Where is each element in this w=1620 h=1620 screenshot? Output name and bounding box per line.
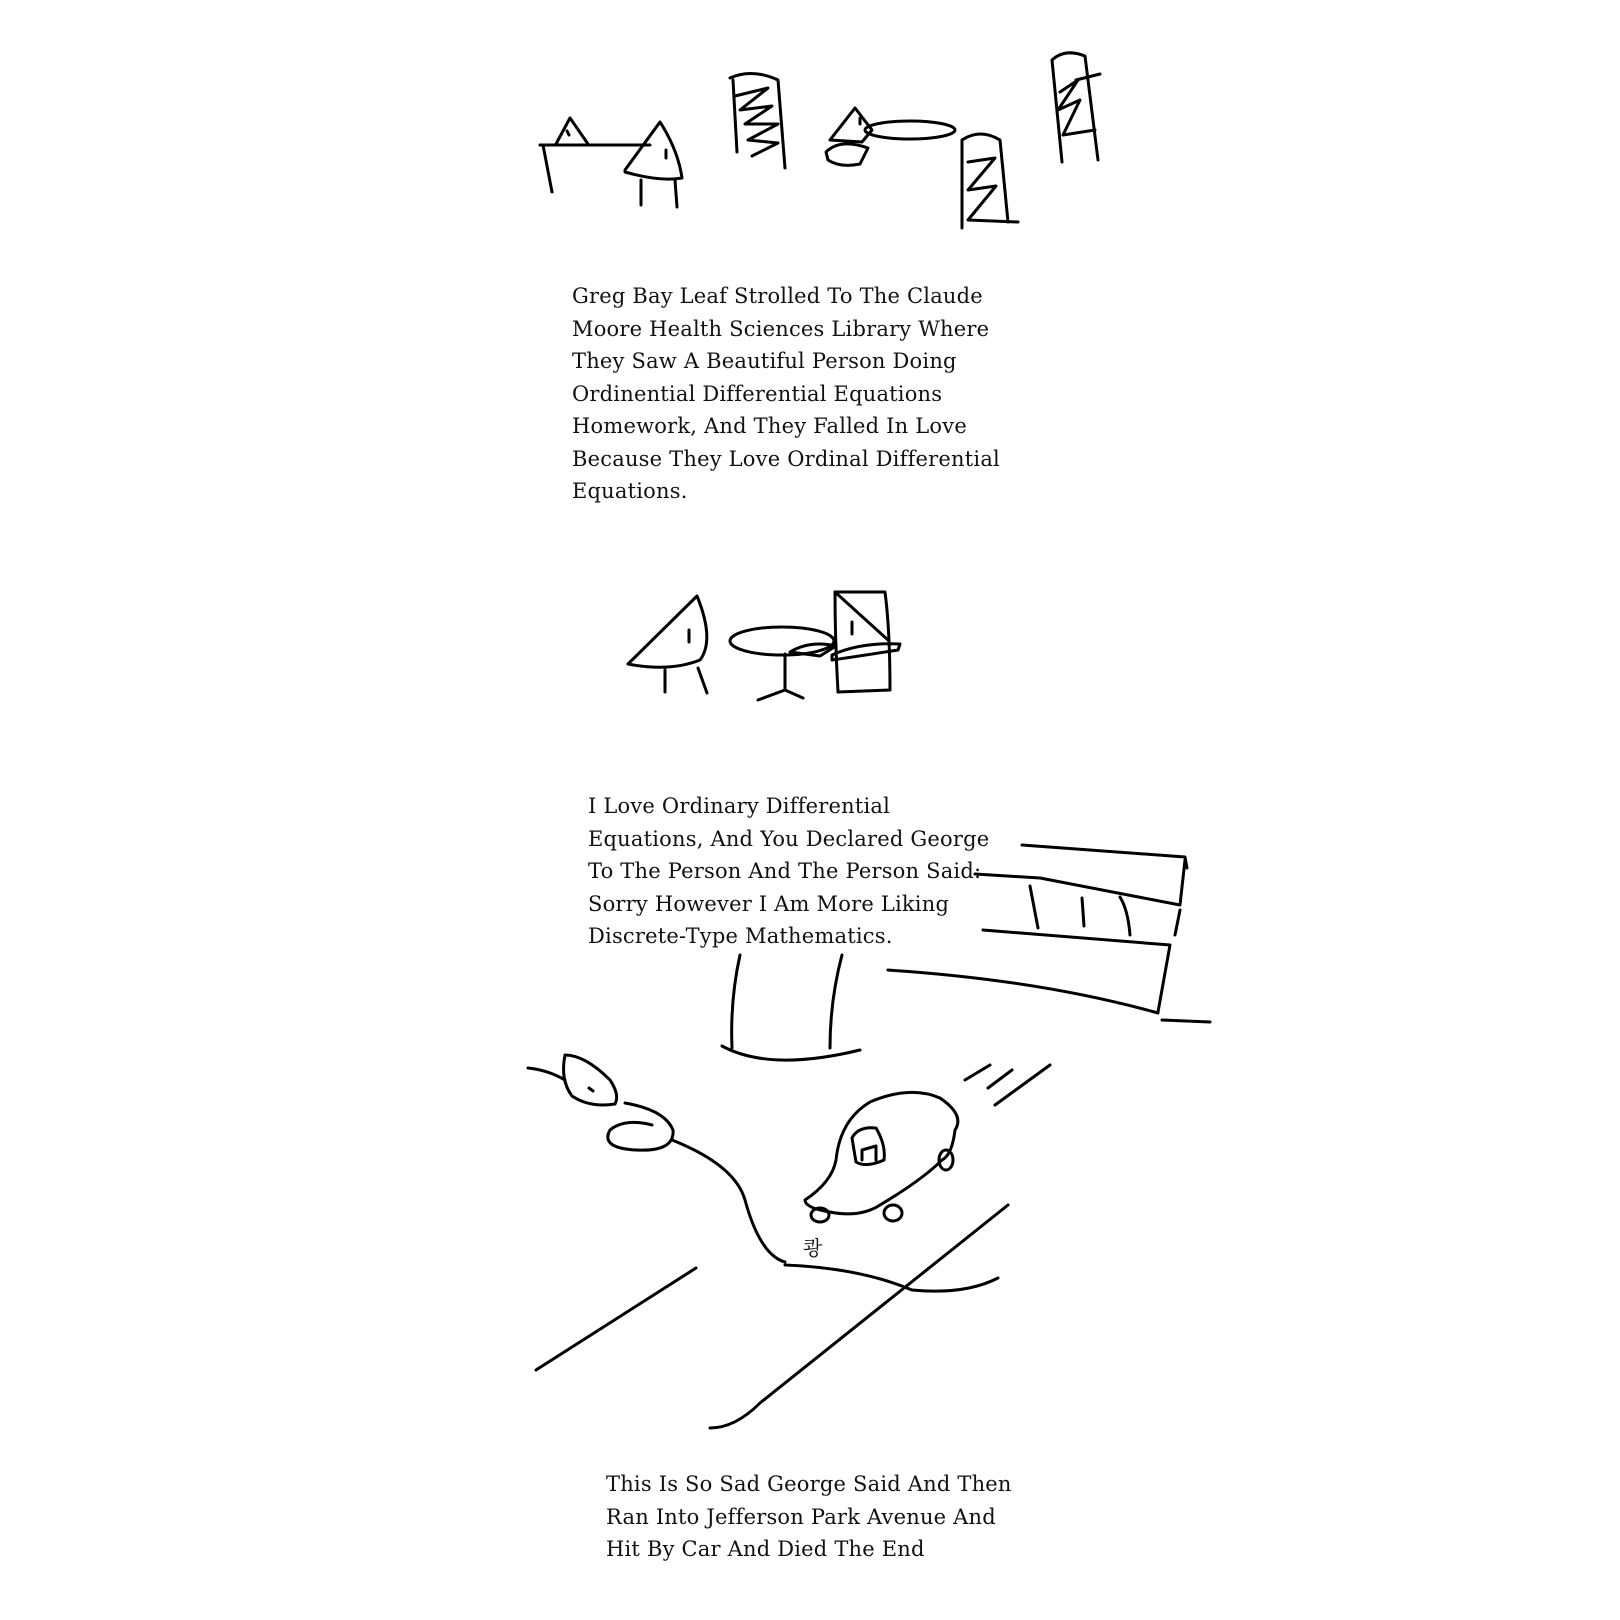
bookshelf-3	[1052, 53, 1100, 162]
desk-with-figure	[540, 118, 650, 192]
tree	[722, 955, 860, 1060]
bookshelf-1	[730, 73, 785, 168]
panel-1-drawing	[540, 53, 1100, 228]
table	[730, 627, 836, 700]
george-running	[528, 1055, 785, 1262]
bookshelf-2	[962, 134, 1018, 228]
crash-sound-effect: 쾅	[803, 1236, 823, 1260]
car	[805, 1065, 1050, 1222]
panel-3-caption: This Is So Sad George Said And Then Ran Into Jefferson Park Avenue And Hit By Car And Died The End	[606, 1472, 1012, 1561]
panel-1-caption: Greg Bay Leaf Strolled To The Claude Moore Health Sciences Library Where They Saw A Beautiful Person Doing Ordinential Differential Equations Homework, And They Falled In Love Because They Love Ordinal Differential Equations.	[572, 284, 1000, 503]
person-with-book	[826, 108, 955, 165]
person-figure-2	[832, 592, 900, 692]
george-figure-2	[628, 596, 707, 693]
panel-2-caption: I Love Ordinary Differential Equations, And You Declared George To The Person And The Person Said: Sorry However I Am More Liking Discrete-Type Mathematics.	[588, 794, 990, 948]
panel-2-drawing	[628, 592, 900, 700]
george-figure	[625, 122, 682, 207]
road	[536, 1205, 1008, 1428]
